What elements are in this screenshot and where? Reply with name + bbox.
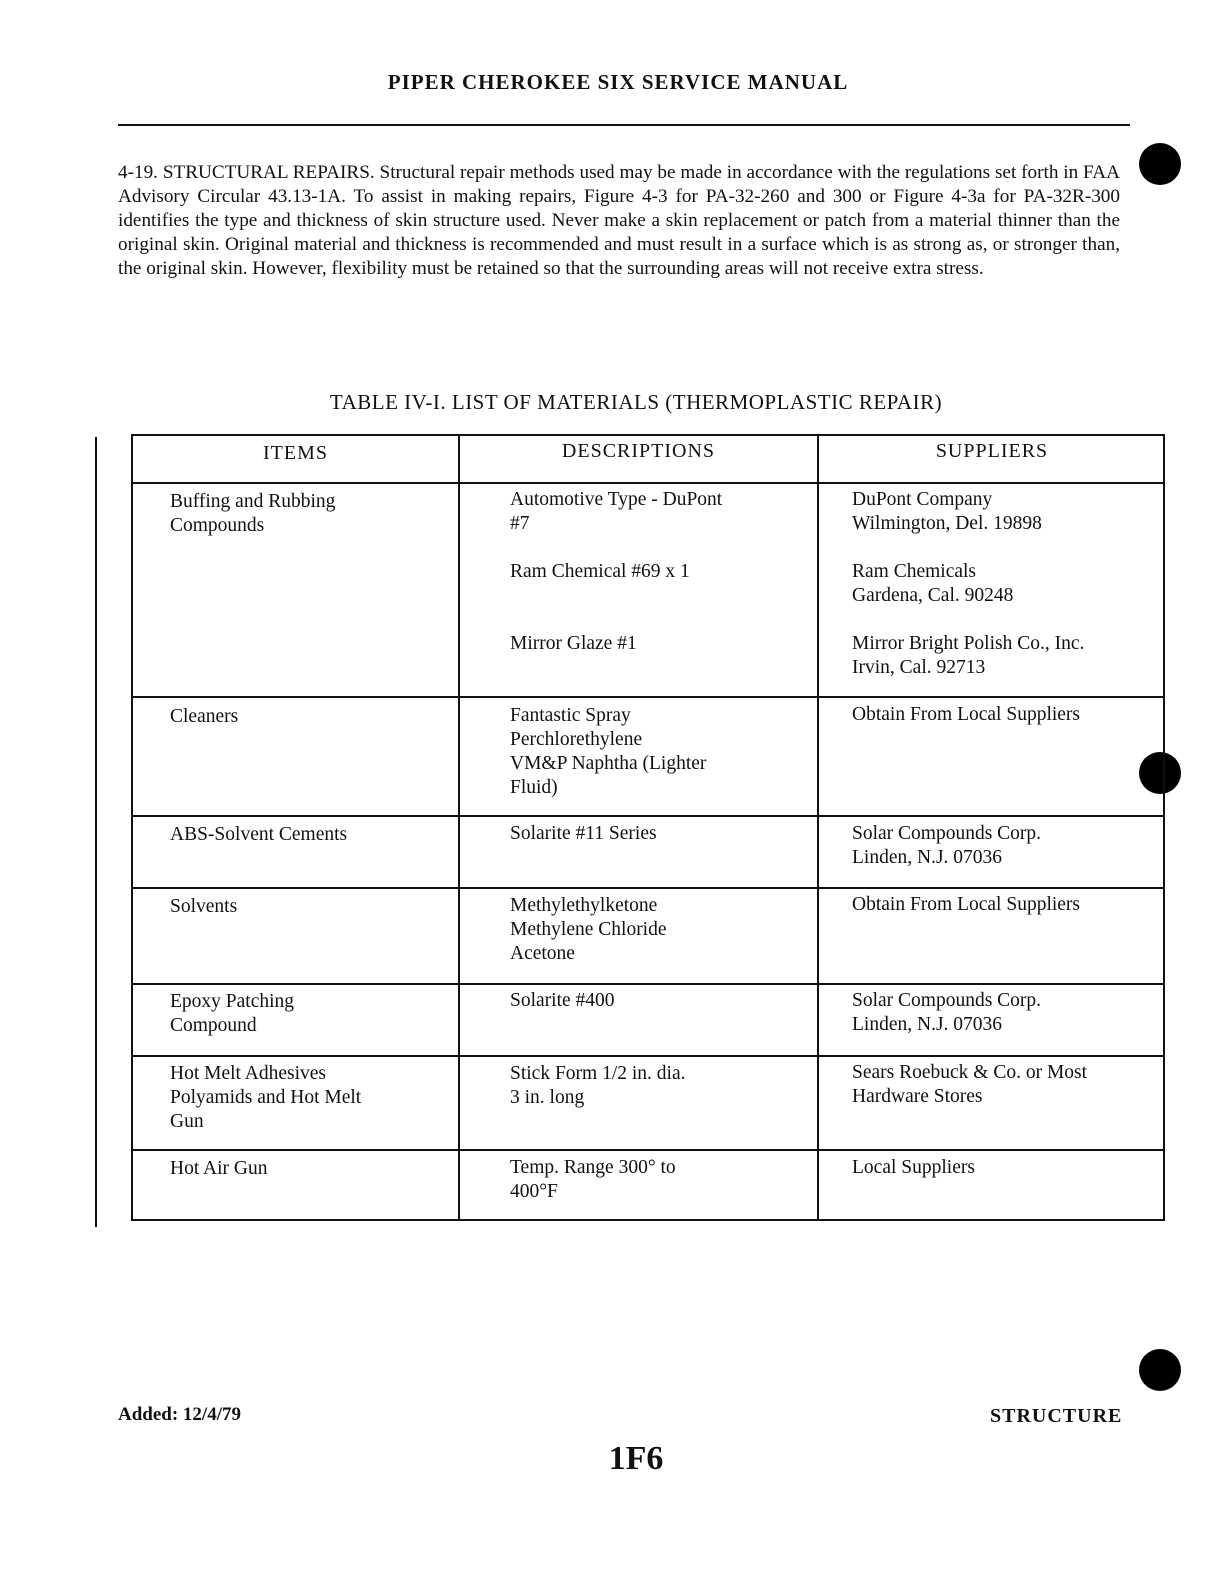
page-number: 1F6	[608, 1440, 664, 1477]
table-column-divider	[817, 434, 819, 1221]
table-cell-supplier: Obtain From Local Suppliers	[852, 704, 1081, 725]
page-header-title: PIPER CHEROKEE SIX SERVICE MANUAL	[387, 70, 849, 94]
table-cell-item: Buffing and Rubbing Compounds	[170, 491, 336, 536]
structural-repairs-paragraph: 4-19. STRUCTURAL REPAIRS. Structural repair methods used may be made in accordance with the regulations set forth in FAA Advisory Circular 43.13-1A. To assist in making repairs, Figure 4-3 for PA-32-260 and 300 or Figure 4-3a for PA-32R-300 identifies the type and thickness of skin structure used. Never make a skin replacement or patch from a material thinner than the original skin. Original material and thickness is recommended and must result in a surface which is as strong as, or stronger than, the original skin. However, flexibility must be retained so that the surrounding areas will not receive extra stress.	[118, 162, 1120, 279]
section-name: STRUCTURE	[990, 1405, 1123, 1427]
table-row-divider	[131, 1055, 1165, 1057]
table-cell-item: Cleaners	[170, 706, 239, 727]
table-cell-supplier: Mirror Bright Polish Co., Inc. Irvin, Cal. 92713	[852, 633, 1085, 678]
table-cell-description: Stick Form 1/2 in. dia. 3 in. long	[510, 1063, 686, 1108]
table-cell-item: Hot Air Gun	[170, 1158, 268, 1179]
table-caption: TABLE IV-I. LIST OF MATERIALS (THERMOPLASTIC REPAIR)	[329, 390, 943, 414]
table-row-divider	[131, 482, 1165, 484]
column-header-descriptions: DESCRIPTIONS	[561, 440, 716, 462]
header-rule	[118, 124, 1130, 126]
table-row-divider	[131, 887, 1165, 889]
table-cell-supplier: Local Suppliers	[852, 1157, 975, 1178]
table-cell-item: ABS-Solvent Cements	[170, 824, 348, 845]
binder-hole	[1139, 143, 1181, 185]
table-cell-description: Ram Chemical #69 x 1	[510, 561, 690, 582]
table-row-divider	[131, 1149, 1165, 1151]
table-cell-supplier: Sears Roebuck & Co. or Most Hardware Stores	[852, 1062, 1088, 1107]
table-cell-supplier: Obtain From Local Suppliers	[852, 894, 1081, 915]
added-date: Added: 12/4/79	[118, 1404, 241, 1425]
table-cell-supplier: Solar Compounds Corp. Linden, N.J. 07036	[852, 823, 1042, 868]
table-column-divider	[458, 434, 460, 1221]
table-row-divider	[131, 815, 1165, 817]
table-cell-supplier: DuPont Company Wilmington, Del. 19898	[852, 489, 1042, 534]
table-cell-description: Automotive Type - DuPont #7	[510, 489, 723, 534]
table-row-divider	[131, 983, 1165, 985]
table-cell-item: Solvents	[170, 896, 238, 917]
margin-change-bar	[95, 437, 97, 1227]
table-cell-supplier: Ram Chemicals Gardena, Cal. 90248	[852, 561, 1014, 606]
table-cell-description: Solarite #11 Series	[510, 823, 657, 844]
column-header-suppliers: SUPPLIERS	[935, 440, 1049, 462]
table-cell-description: Mirror Glaze #1	[510, 633, 637, 654]
table-cell-supplier: Solar Compounds Corp. Linden, N.J. 07036	[852, 990, 1042, 1035]
table-cell-description: Temp. Range 300° to 400°F	[510, 1157, 676, 1202]
table-row-divider	[131, 696, 1165, 698]
table-cell-description: Solarite #400	[510, 990, 615, 1011]
column-header-items: ITEMS	[263, 442, 328, 464]
table-cell-description: Methylethylketone Methylene Chloride Acetone	[510, 895, 667, 964]
table-cell-item: Hot Melt Adhesives Polyamids and Hot Melt Gun	[170, 1063, 362, 1132]
table-cell-item: Epoxy Patching Compound	[170, 991, 295, 1036]
table-cell-description: Fantastic Spray Perchlorethylene VM&P Naphtha (Lighter Fluid)	[510, 705, 707, 798]
binder-hole	[1139, 1349, 1181, 1391]
